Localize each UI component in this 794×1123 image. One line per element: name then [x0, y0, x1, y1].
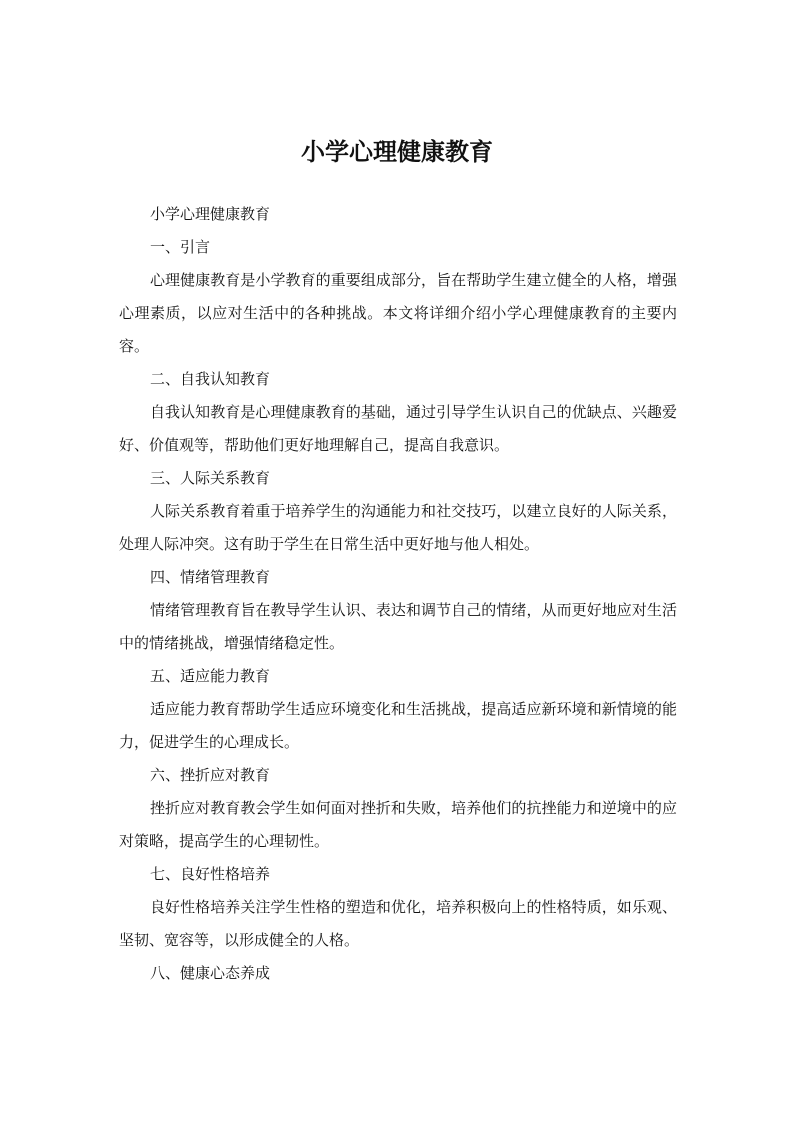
section-heading-frustration-coping: 六、挫折应对教育	[150, 766, 271, 784]
self-awareness-paragraph: 自我认知教育是心理健康教育的基础，通过引导学生认识自己的优缺点、兴趣爱好、价值观等，帮助他们更好地理解自己，提高自我意识。	[119, 403, 677, 454]
adaptability-paragraph: 适应能力教育帮助学生适应环境变化和生活挑战，提高适应新环境和新情境的能力，促进学生的心理成长。	[119, 700, 677, 751]
section-heading-adaptability: 五、适应能力教育	[150, 667, 271, 685]
subtitle-paragraph: 小学心理健康教育	[150, 205, 271, 223]
document-title: 小学心理健康教育	[301, 138, 493, 166]
character-building-paragraph: 良好性格培养关注学生性格的塑造和优化，培养积极向上的性格特质，如乐观、坚韧、宽容等，以形成健全的人格。	[119, 898, 677, 949]
section-heading-healthy-mindset: 八、健康心态养成	[150, 964, 271, 982]
relationships-paragraph: 人际关系教育着重于培养学生的沟通能力和社交技巧，以建立良好的人际关系，处理人际冲突。这有助于学生在日常生活中更好地与他人相处。	[119, 502, 677, 553]
frustration-coping-paragraph: 挫折应对教育教会学生如何面对挫折和失败，培养他们的抗挫能力和逆境中的应对策略，提高学生的心理韧性。	[119, 799, 677, 850]
introduction-paragraph: 心理健康教育是小学教育的重要组成部分，旨在帮助学生建立健全的人格，增强心理素质，以应对生活中的各种挑战。本文将详细介绍小学心理健康教育的主要内容。	[119, 271, 677, 355]
section-heading-relationships: 三、人际关系教育	[150, 469, 271, 487]
document-body	[119, 198, 677, 990]
section-heading-emotion-management: 四、情绪管理教育	[150, 568, 271, 586]
section-heading-character-building: 七、良好性格培养	[150, 865, 271, 883]
emotion-management-paragraph: 情绪管理教育旨在教导学生认识、表达和调节自己的情绪，从而更好地应对生活中的情绪挑战，增强情绪稳定性。	[119, 601, 677, 652]
section-heading-self-awareness: 二、自我认知教育	[150, 370, 271, 388]
section-heading-introduction: 一、引言	[150, 238, 211, 256]
